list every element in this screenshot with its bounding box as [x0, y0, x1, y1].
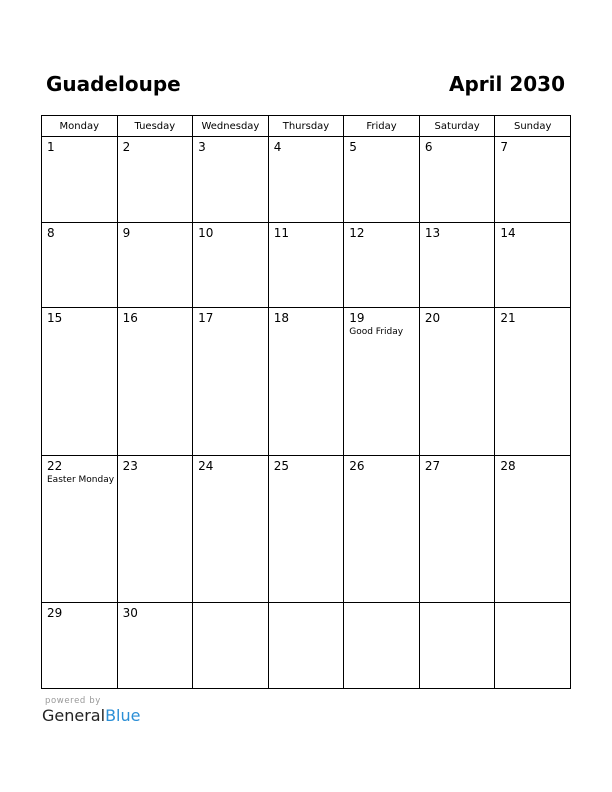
day-number: 26 — [349, 458, 365, 473]
calendar-month-title: April 2030 — [449, 72, 565, 96]
day-number: 14 — [500, 225, 516, 240]
weekday-header: Saturday — [419, 116, 495, 137]
day-cell — [42, 222, 118, 308]
day-cell — [495, 308, 571, 456]
weekday-header: Wednesday — [193, 116, 269, 137]
day-number: 9 — [122, 225, 131, 240]
day-number: 2 — [122, 140, 131, 154]
brand-logo-blue: Blue — [105, 706, 141, 725]
day-number: 15 — [47, 311, 63, 326]
day-cell — [419, 308, 495, 456]
day-number: 19 — [349, 311, 365, 326]
holiday-label: Good Friday — [349, 327, 404, 338]
day-cell — [268, 603, 344, 689]
week-row — [42, 455, 571, 603]
day-number: 30 — [122, 606, 138, 621]
day-cell — [419, 222, 495, 308]
day-number: 8 — [47, 225, 55, 240]
day-cell — [268, 222, 344, 308]
day-number: 17 — [198, 311, 214, 326]
day-cell — [495, 222, 571, 308]
day-number: 12 — [349, 225, 365, 240]
day-number: 28 — [500, 458, 516, 473]
day-number: 13 — [424, 225, 441, 240]
day-number — [495, 603, 570, 607]
day-cell — [42, 137, 118, 223]
brand-logo[interactable] — [42, 706, 140, 726]
day-number: 23 — [122, 458, 138, 473]
day-cell — [193, 137, 269, 223]
day-number: 27 — [424, 458, 441, 473]
day-cell — [495, 137, 571, 223]
day-cell — [42, 308, 118, 456]
week-row — [42, 603, 571, 689]
day-number: 7 — [500, 140, 509, 154]
day-cell — [344, 222, 420, 308]
day-cell — [117, 308, 193, 456]
day-number: 10 — [198, 225, 214, 240]
weekday-header: Monday — [42, 116, 118, 137]
week-row — [42, 137, 571, 223]
day-cell — [419, 137, 495, 223]
weekday-header: Sunday — [495, 116, 571, 137]
weekday-header: Tuesday — [117, 116, 193, 137]
day-number: 16 — [122, 311, 138, 326]
day-number — [269, 603, 344, 607]
week-row — [42, 308, 571, 456]
weekday-header-row — [42, 116, 571, 137]
brand-logo-general: General — [42, 706, 106, 725]
day-cell — [117, 455, 193, 603]
day-number: 1 — [47, 140, 55, 154]
footer — [42, 696, 140, 726]
day-number: 4 — [273, 140, 282, 154]
day-cell — [117, 137, 193, 223]
day-number: 21 — [500, 311, 516, 326]
day-number: 25 — [273, 458, 289, 473]
day-number: 20 — [424, 311, 441, 326]
day-cell — [117, 603, 193, 689]
day-number: 22 — [47, 458, 63, 473]
day-cell — [193, 222, 269, 308]
day-cell — [344, 308, 420, 456]
day-cell — [344, 455, 420, 603]
day-cell — [419, 455, 495, 603]
day-cell — [419, 603, 495, 689]
day-number: 29 — [47, 606, 63, 621]
day-number: 5 — [349, 140, 357, 154]
day-number — [193, 603, 268, 607]
day-cell — [117, 222, 193, 308]
day-cell — [344, 603, 420, 689]
day-cell — [495, 603, 571, 689]
day-cell — [268, 137, 344, 223]
calendar-region-title: Guadeloupe — [46, 72, 181, 96]
day-number: 6 — [424, 140, 433, 154]
powered-by-label: powered by — [45, 696, 101, 706]
day-cell — [42, 603, 118, 689]
day-cell — [193, 603, 269, 689]
day-cell — [193, 455, 269, 603]
day-cell — [193, 308, 269, 456]
day-number: 24 — [198, 458, 214, 473]
day-number — [344, 603, 419, 607]
day-cell — [344, 137, 420, 223]
day-number — [420, 603, 495, 607]
day-cell — [268, 455, 344, 603]
day-number: 3 — [198, 140, 206, 154]
weekday-header: Friday — [344, 116, 420, 137]
week-row — [42, 222, 571, 308]
day-cell — [268, 308, 344, 456]
day-cell — [495, 455, 571, 603]
day-number: 11 — [273, 225, 289, 240]
weekday-header: Thursday — [268, 116, 344, 137]
holiday-label: Easter Monday — [47, 474, 115, 485]
day-cell — [42, 455, 118, 603]
day-number: 18 — [273, 311, 289, 326]
calendar-grid — [41, 115, 571, 689]
